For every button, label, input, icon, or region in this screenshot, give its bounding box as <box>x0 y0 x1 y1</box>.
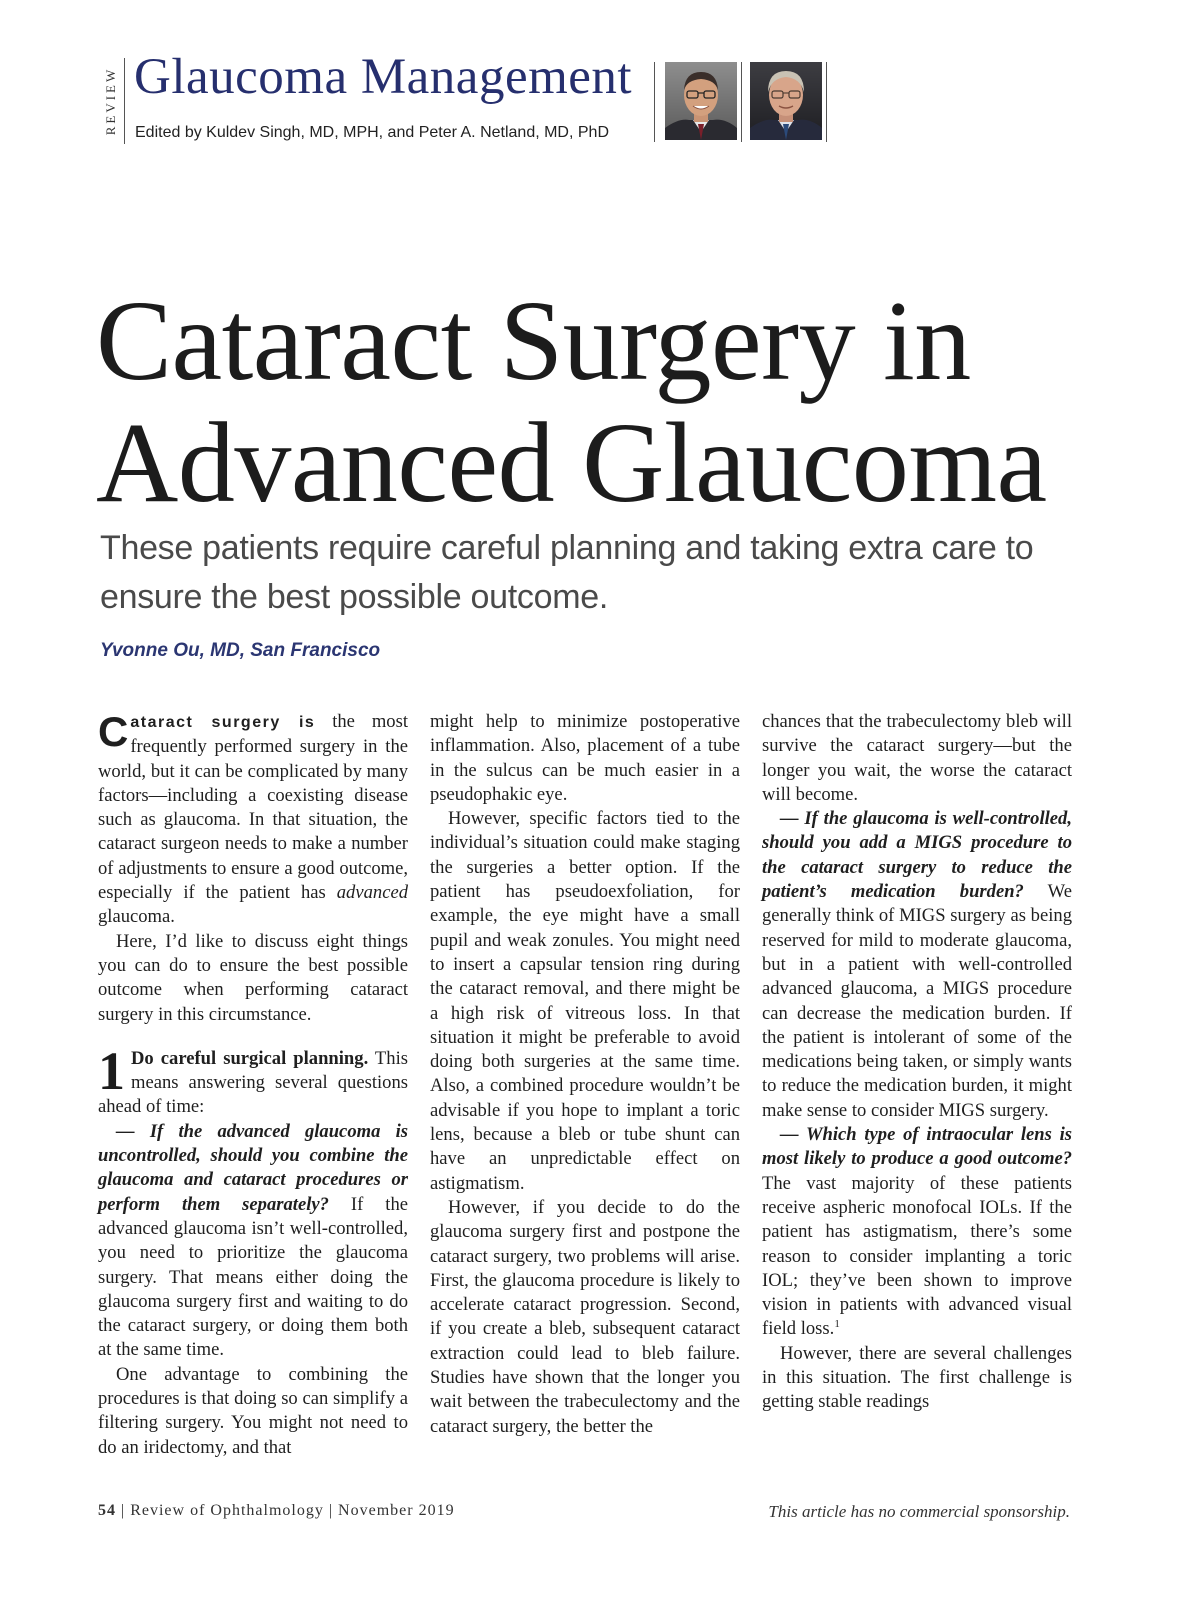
editors-line: Edited by Kuldev Singh, MD, MPH, and Peter A. Netland, MD, PhD <box>135 124 609 141</box>
editor-photo-kuldev-singh <box>665 62 737 140</box>
header-divider <box>741 62 742 142</box>
paragraph: Here, I’d like to discuss eight things you can do to ensure the best possible outcome when performing cataract surgery in this circumstance. <box>98 930 408 1025</box>
section-heading: Do careful surgical planning. <box>131 1047 369 1069</box>
header-divider <box>826 62 827 142</box>
article-title <box>96 277 1096 526</box>
section-number: 1 <box>98 1040 125 1101</box>
author-byline: Yvonne Ou, MD, San Francisco <box>100 640 381 661</box>
reference-marker: 1 <box>834 1318 840 1331</box>
department-title: Glaucoma Management <box>134 49 633 105</box>
paragraph: One advantage to combining the procedures is that doing so can simplify a filtering surgery. You might not need to do an iridectomy, and that <box>98 1363 408 1458</box>
paragraph: Cataract surgery is the most frequently performed surgery in the world, but it can be complicated by many factors—including a coexisting disease such as glaucoma. In that situation, the cataract surgeon needs to make a number of adjustments to ensure a good outcome, especially if the patient has advanced glaucoma. <box>98 708 408 928</box>
paragraph: However, specific factors tied to the individual’s situation could make staging the surgeries a better option. If the patient has pseudoexfoliation, for example, the eye might have a small pupil and weak zonules. You might need to insert a capsular tension ring during the cataract removal, and there might be a high risk of vitreous loss. In that situation it might be preferable to avoid doing both surgeries at the same time. Also, a combined procedure wouldn’t be advisable if you hope to implant a toric lens, because a bleb or tube shunt can have an unpredictable effect on astigmatism. <box>430 808 740 1194</box>
question-paragraph: — If the glaucoma is well-controlled, should you add a MIGS procedure to the cataract surgery to reduce the patient’s medication burden? We generally think of MIGS surgery as being reserved for mild to moderate glaucoma, but in a patient with well-controlled advanced glaucoma, a MIGS procedure can decrease the medication burden. If the patient is intolerant of some of the medications being taken, or simply wants to reduce the medication burden, it might make sense to consider MIGS surgery. <box>762 808 1072 1121</box>
body-column-2 <box>430 710 740 1439</box>
paragraph: However, there are several challenges in this situation. The first challenge is getting stable readings <box>762 1342 1072 1413</box>
editor-photo-peter-netland <box>750 62 822 140</box>
sponsorship-note: This article has no commercial sponsorship. <box>768 1502 1070 1521</box>
body-column-3 <box>762 710 1072 1415</box>
question: — Which type of intraocular lens is most likely to produce a good outcome? <box>762 1124 1072 1170</box>
section-tag <box>98 58 125 144</box>
section-1: 1 Do careful surgical planning. This means answering several questions ahead of time: <box>98 1040 408 1118</box>
article-deck: These patients require careful planning and taking extra care to ensure the best possible outcome. <box>100 529 1034 616</box>
drop-cap: C <box>98 708 129 755</box>
journal-info: | Review of Ophthalmology | November 2019 <box>116 1502 455 1519</box>
question: — If the glaucoma is well-controlled, should you add a MIGS procedure to the cataract surgery to reduce the patient’s medication burden? <box>762 808 1072 903</box>
question-paragraph: — If the advanced glaucoma is uncontrolled, should you combine the glaucoma and cataract procedures or perform them separately? If the advanced glaucoma isn’t well-controlled, you need to prioritize the glaucoma surgery. That means either doing the glaucoma surgery first and waiting to do the cataract surgery, or doing them both at the same time. <box>98 1120 408 1361</box>
question-paragraph: — Which type of intraocular lens is most likely to produce a good outcome? The vast majority of these patients receive aspheric monofocal IOLs. If the patient has astigmatism, there’s some reason to consider implanting a toric IOL; they’ve been shown to improve vision in patients with advanced visual field loss.$^1$ <box>762 1124 1072 1340</box>
title-line-1: Cataract Surgery in <box>96 277 971 404</box>
paragraph: might help to minimize postoperative inflammation. Also, placement of a tube in the sulcus can be much easier in a pseudophakic eye. <box>430 711 740 805</box>
title-line-2: Advanced Glaucoma <box>96 399 1047 526</box>
page-number: 54 <box>98 1502 116 1519</box>
header-divider <box>654 62 655 142</box>
paragraph: chances that the trabeculectomy bleb will survive the cataract surgery—but the longer you wait, the worse the cataract will become. <box>762 711 1072 805</box>
paragraph: However, if you decide to do the glaucoma surgery first and postpone the cataract surgery, two problems will arise. First, the glaucoma procedure is likely to accelerate cataract progression. Second, if you create a bleb, subsequent cataract extraction could lead to bleb failure. Studies have shown that the longer you wait between the trabeculectomy and the cataract surgery, the better the <box>430 1196 740 1437</box>
question: — If the advanced glaucoma is uncontrolled, should you combine the glaucoma and cataract procedures or perform them separately? <box>98 1120 408 1215</box>
section-tag-label: REVIEW <box>103 66 118 136</box>
lead-in: ataract surgery is <box>130 714 316 731</box>
page-footer <box>98 1502 455 1520</box>
body-column-1 <box>98 710 408 1460</box>
